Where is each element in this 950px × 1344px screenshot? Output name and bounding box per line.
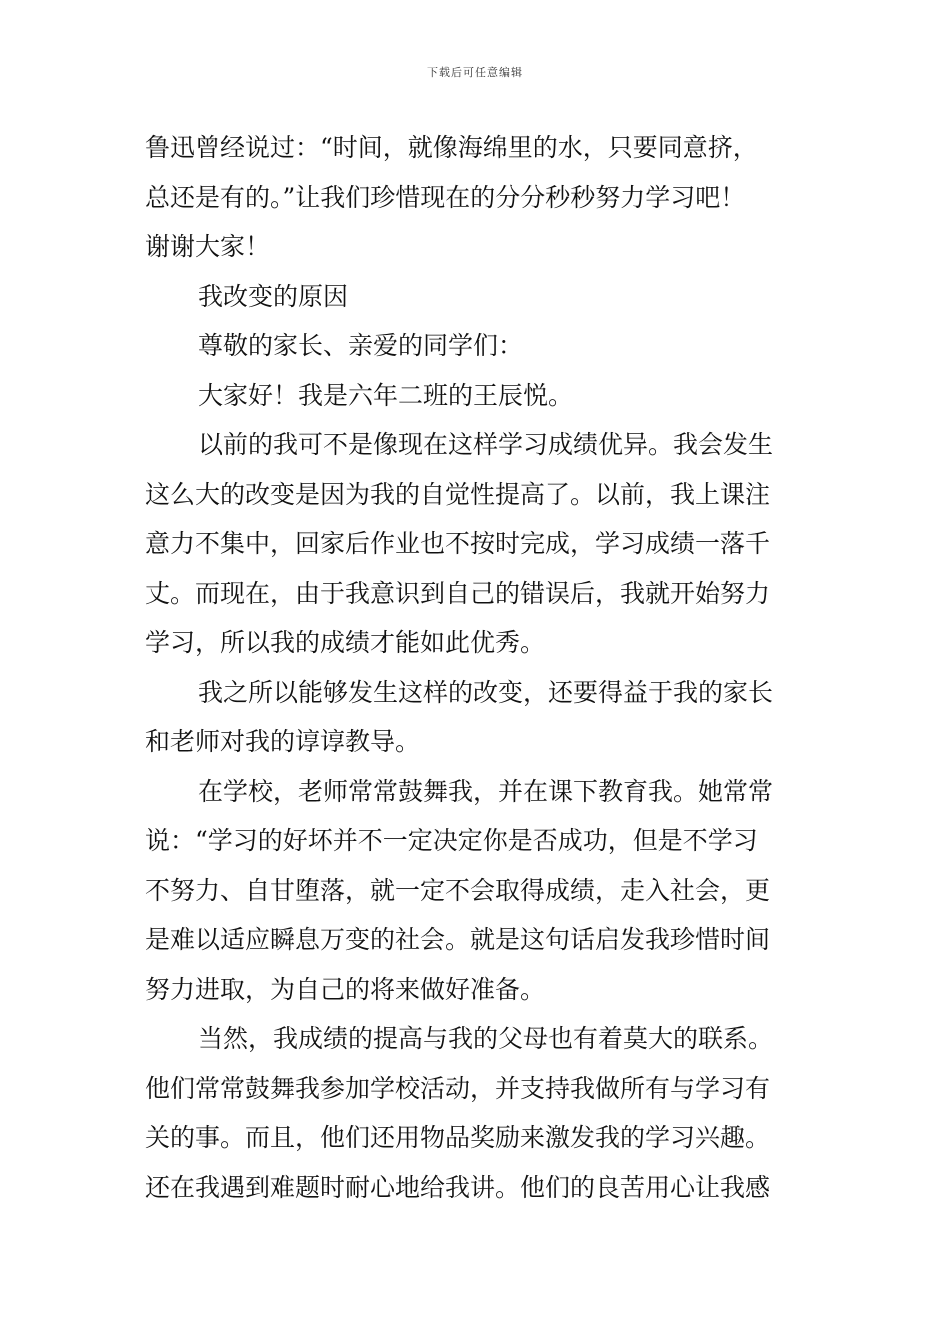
text-line: 说：“学习的好坏并不一定决定你是否成功，但是不学习	[145, 826, 758, 855]
text-line: 以前的我可不是像现在这样学习成绩优异。我会发生	[198, 430, 774, 459]
page-header: 下载后可任意编辑	[427, 66, 523, 79]
text-line: 鲁迅曾经说过：“时间，就像海绵里的水，只要同意挤，	[145, 133, 758, 162]
text-line: 和老师对我的谆谆教导。	[145, 727, 421, 756]
text-line: 是难以适应瞬息万变的社会。就是这句话启发我珍惜时间	[145, 925, 771, 954]
text-line: 当然，我成绩的提高与我的父母也有着莫大的联系。	[198, 1024, 774, 1053]
text-line: 不努力、自甘堕落，就一定不会取得成绩，走入社会，更	[145, 875, 771, 905]
section-title: 我改变的原因	[198, 281, 349, 311]
text-line: 我之所以能够发生这样的改变，还要得益于我的家长	[198, 677, 774, 707]
text-line: 丈。而现在，由于我意识到自己的错误后，我就开始努力	[145, 578, 771, 608]
text-line: 他们常常鼓舞我参加学校活动，并支持我做所有与学习有	[145, 1073, 771, 1103]
salutation: 尊敬的家长、亲爱的同学们：	[198, 331, 524, 360]
text-line: 关的事。而且，他们还用物品奖励来激发我的学习兴趣。	[145, 1123, 771, 1152]
document-body	[145, 123, 810, 1212]
text-line: 谢谢大家！	[145, 232, 271, 261]
text-line: 学习，所以我的成绩才能如此优秀。	[145, 628, 546, 657]
text-line: 总还是有的。”让我们珍惜现在的分分秒秒努力学习吧！	[145, 182, 746, 212]
text-line: 这么大的改变是因为我的自觉性提高了。以前，我上课注	[145, 479, 771, 509]
text-line: 大家好！我是六年二班的王辰悦。	[198, 380, 574, 410]
text-line: 在学校，老师常常鼓舞我，并在课下教育我。她常常	[198, 776, 774, 806]
text-line: 还在我遇到难题时耐心地给我讲。他们的良苦用心让我感	[145, 1172, 771, 1202]
text-line: 意力不集中，回家后作业也不按时完成，学习成绩一落千	[145, 529, 771, 558]
text-line: 努力进取，为自己的将来做好准备。	[145, 974, 546, 1004]
